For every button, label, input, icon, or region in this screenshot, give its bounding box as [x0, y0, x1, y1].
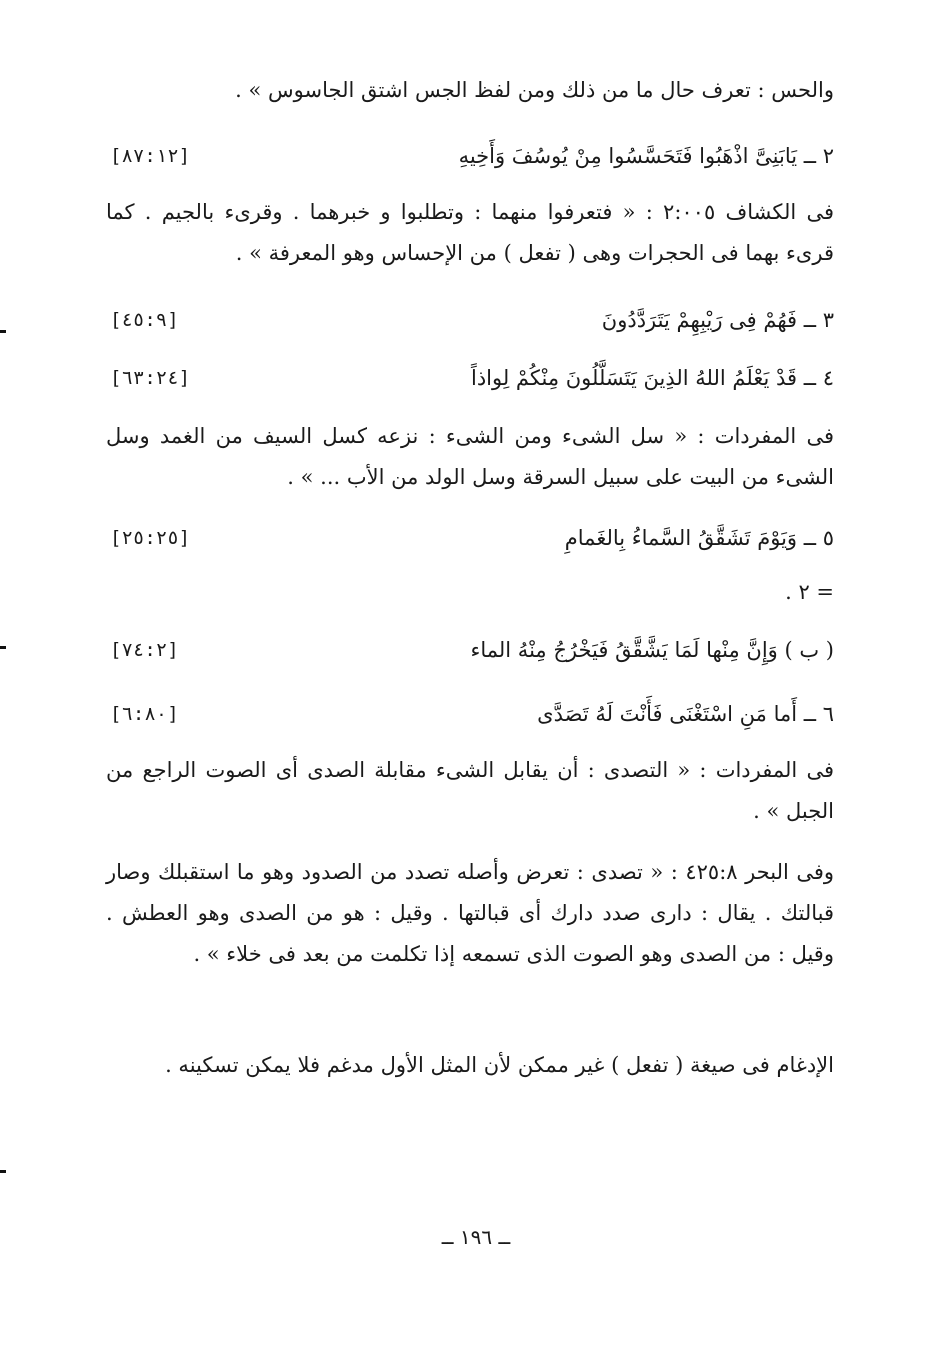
paragraph-idgham: الإدغام فى صيغة ( تفعل ) غير ممكن لأن المثل الأول مدغم فلا يمكن تسكينه . [165, 1053, 834, 1077]
verse-reference: [٨٧:١٢] [110, 145, 191, 167]
verse-text: ٥ ــ وَيَوْمَ تَشَقَّقُ السَّماءُ بِالغَمامِ [564, 526, 834, 550]
paragraph-kashshaf: فى الكشاف ٢:٠٠٥ : « فتعرفوا منهما : وتطلبوا و خبرهما . وقرىء بالجيم . كما قرىء بهما فى الحجرات وهى ( تفعل ) من الإحساس وهو المعرفة » . [106, 200, 835, 265]
page-number: ــ ١٩٦ ــ [441, 1225, 511, 1249]
verse-6 [106, 696, 834, 732]
margin-mark [0, 646, 6, 649]
verse-reference: [٦:٨٠] [110, 703, 179, 725]
margin-mark [0, 330, 6, 333]
cross-reference: = ٢ . [785, 580, 834, 604]
verse-4 [106, 360, 834, 396]
verse-3 [106, 302, 834, 338]
paragraph-mufradat-tasaddi: فى المفردات : « التصدى : أن يقابل الشىء مقابلة الصدى أى الصوت الراجع من الجبل » . [106, 758, 834, 823]
verse-reference: [٦٣:٢٤] [110, 367, 191, 389]
verse-text: ٣ ــ فَهُمْ فِى رَيْبِهِمْ يَتَرَدَّدُونَ [601, 308, 834, 332]
verse-text: ( ب ) وَإِنَّ مِنْها لَمَا يَشَّقَّقُ فَيَخْرُجُ مِنْهُ الماء [470, 638, 834, 662]
verse-text: ٤ ــ قَدْ يَعْلَمُ اللهُ الذِينَ يَتَسَلَّلُونَ مِنْكُمْ لِواذاً [470, 366, 834, 390]
verse-5b [106, 632, 834, 668]
verse-text: ٢ ــ يَابَنِىَّ اذْهَبُوا فَتَحَسَّسُوا مِنْ يُوسُفَ وَأَخِيهِ [458, 144, 834, 168]
verse-reference: [٧٤:٢] [110, 639, 179, 661]
paragraph-continuation: والحس : تعرف حال ما من ذلك ومن لفظ الجس اشتق الجاسوس » . [235, 78, 834, 102]
verse-2 [106, 138, 834, 174]
verse-5 [106, 520, 834, 556]
verse-text: ٦ ــ أَما مَنِ اسْتَغْنَى فَأَنْتَ لَهُ تَصَدَّى [537, 702, 834, 726]
paragraph-mufradat-sall: فى المفردات : « سل الشىء ومن الشىء : نزعه كسل السيف من الغمد وسل الشىء من البيت على سبيل السرقة وسل الولد من الأب ... » . [106, 424, 834, 489]
margin-mark [0, 1170, 6, 1173]
verse-reference: [٢٥:٢٥] [110, 527, 191, 549]
paragraph-bahr: وفى البحر ٤٢٥:٨ : « تصدى : تعرض وأصله تصدد من الصدود وهو ما استقبلك وصار قبالتك . يقال : دارى صدد دارك أى قبالتها . وقيل : هو من الصدى وهو العطش . وقيل : من الصدى وهو الصوت الذى تسمعه إذا تكلمت من بعد فى خلاء » . [106, 860, 834, 966]
verse-reference: [٤٥:٩] [110, 309, 179, 331]
